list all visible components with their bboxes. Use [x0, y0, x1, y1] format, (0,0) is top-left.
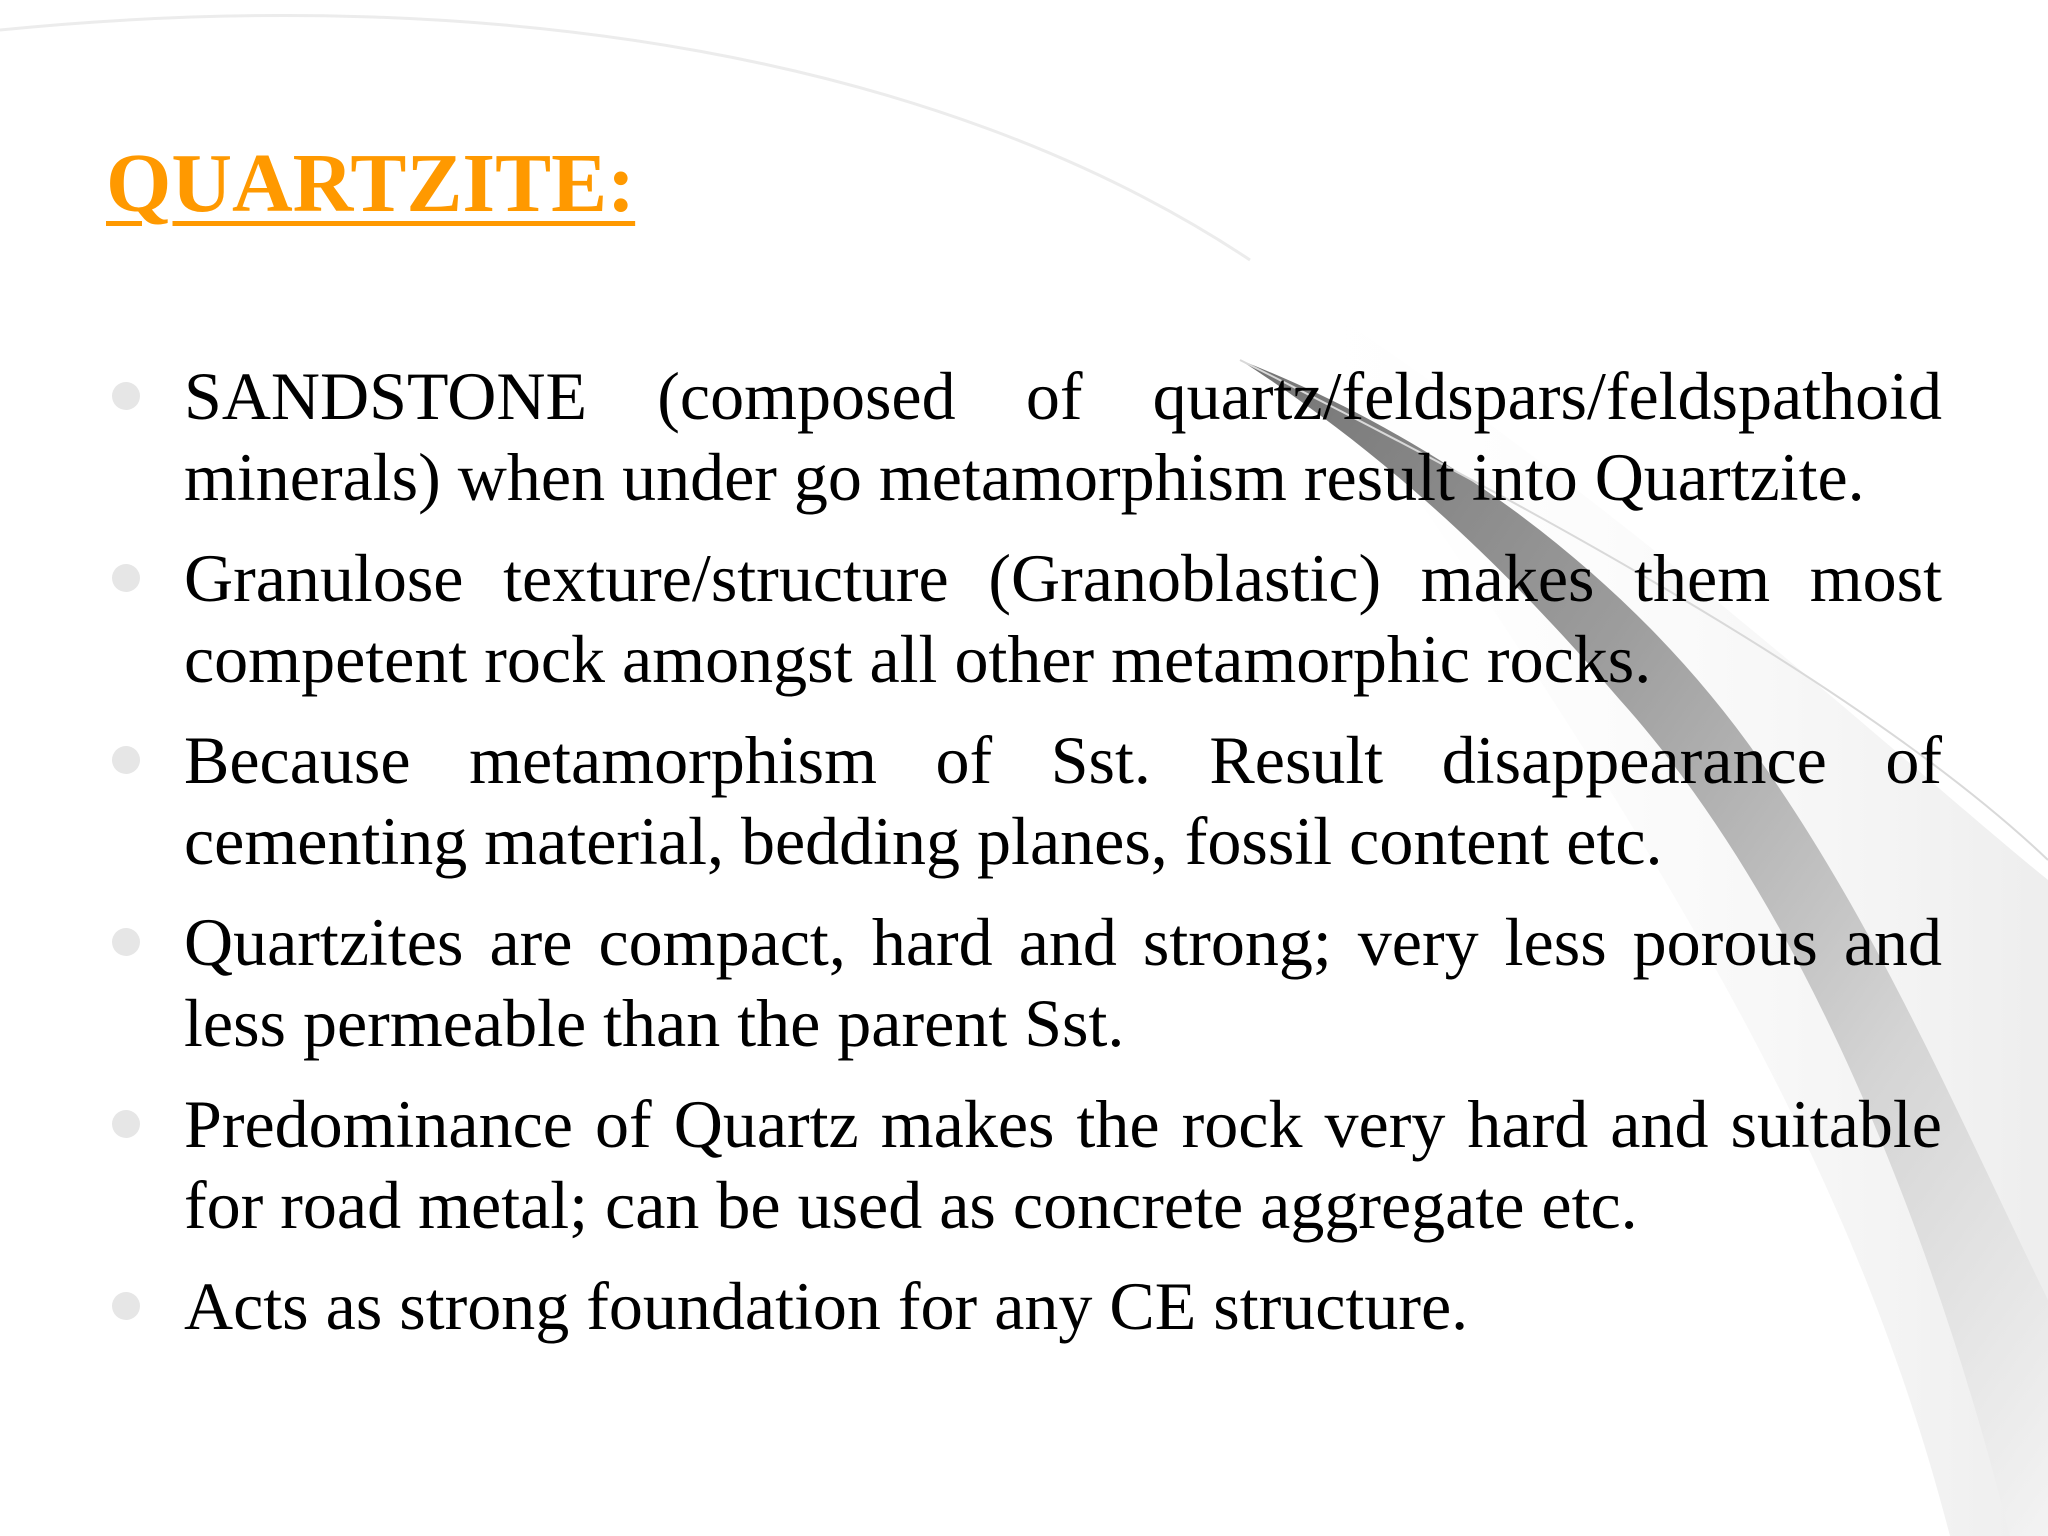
bullet-list [0, 356, 2048, 1367]
bullet-dot-icon [112, 746, 140, 774]
slide-title: QUARTZITE: [106, 137, 636, 230]
bullet-dot-icon [112, 382, 140, 410]
bullet-item [0, 538, 2048, 700]
bullet-item [0, 1266, 2048, 1347]
bullet-item [0, 1084, 2048, 1246]
bullet-dot-icon [112, 1292, 140, 1320]
bullet-text: SANDSTONE (composed of quartz/feldspars/feldspathoid minerals) when under go metamorphism result into Quartzite. [184, 358, 1942, 515]
bullet-text: Acts as strong foundation for any CE structure. [184, 1268, 1469, 1344]
bullet-dot-icon [112, 564, 140, 592]
bullet-dot-icon [112, 928, 140, 956]
bullet-item [0, 902, 2048, 1064]
bullet-text: Because metamorphism of Sst. Result disappearance of cementing material, bedding planes, fossil content etc. [184, 722, 1942, 879]
bullet-item [0, 356, 2048, 518]
bullet-text: Granulose texture/structure (Granoblastic) makes them most competent rock amongst all other metamorphic rocks. [184, 540, 1942, 697]
bullet-dot-icon [112, 1110, 140, 1138]
bullet-text: Predominance of Quartz makes the rock very hard and suitable for road metal; can be used as concrete aggregate etc. [184, 1086, 1942, 1243]
bullet-item [0, 720, 2048, 882]
bullet-text: Quartzites are compact, hard and strong; very less porous and less permeable than the parent Sst. [184, 904, 1942, 1061]
